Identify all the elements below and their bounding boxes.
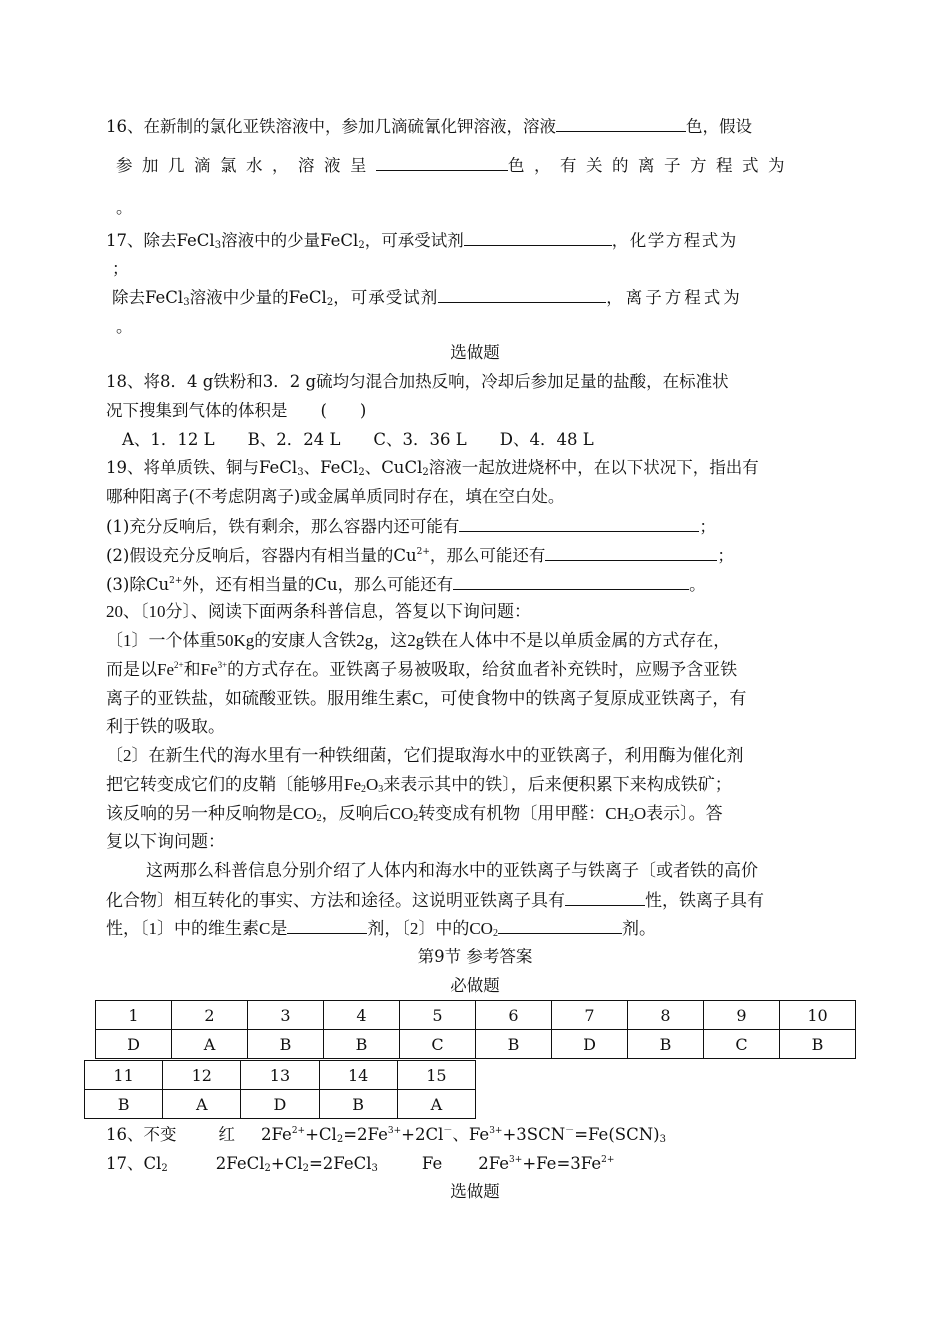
q20-p3-l3c: 剂。: [621, 919, 656, 938]
q16-text-b: 色，假设: [686, 117, 752, 136]
a16-t8: +3SCN: [502, 1125, 566, 1144]
answer-table-2: [84, 1060, 476, 1119]
q16-text-e: 。: [116, 198, 133, 217]
q20-p1-line2: [106, 659, 737, 681]
q20-p3-line1: 这两那么科普信息分别介绍了人体内和海水中的亚铁离子与铁离子〔或者铁的高价: [146, 861, 758, 880]
q19-sub2b: 2: [422, 467, 429, 478]
q18-line2: 况下搜集到气体的体积是 ( ): [106, 401, 367, 420]
q19-p2-text-b: ，那么可能还有: [429, 546, 546, 565]
table-row: [96, 1001, 856, 1030]
table-cell: 15: [397, 1061, 475, 1090]
a16-sup3b: 3+: [489, 1126, 503, 1136]
table-cell: 3: [248, 1001, 324, 1030]
q17-blank-reagent1[interactable]: [464, 229, 612, 246]
q19-p3-text-a: (3)除Cu: [106, 575, 170, 594]
q20-sup2: 2+: [174, 660, 184, 670]
q19-p3-end: 。: [689, 575, 706, 594]
q19-p2-end: ；: [717, 546, 734, 565]
a17-t5: Fe: [421, 1154, 443, 1173]
q20-sub2-co2b: 2: [413, 813, 419, 824]
q16-line1: [106, 115, 752, 138]
table-cell: 6: [476, 1001, 552, 1030]
q17-text-b3: ，可承受试剂: [333, 288, 439, 307]
a16-t1: 16、不变: [106, 1125, 177, 1144]
q16-line3: [116, 197, 133, 219]
q19-p2-sup: 2+: [416, 547, 430, 557]
table-row: [96, 1030, 856, 1059]
table-cell: 13: [241, 1061, 319, 1090]
table-cell: B: [628, 1030, 704, 1059]
a17-sub2b: 2: [264, 1163, 271, 1174]
q20-p1-line4: 利于铁的吸取。: [106, 717, 225, 736]
q20-p3-l3a: 性，〔1〕中的维生素C是: [106, 919, 288, 938]
table-cell: B: [248, 1030, 324, 1059]
q20-sub2-ch2o: 2: [628, 813, 634, 824]
q20-blank-fe2-property[interactable]: [565, 889, 645, 906]
q20-p1-line1: 〔1〕一个体重50Kg的安康人含铁2g，这2g铁在人体中不是以单质金属的方式存在，: [106, 631, 731, 650]
q19-part2: [106, 544, 734, 567]
a17-t6: 2Fe: [478, 1154, 510, 1173]
answer-16: [106, 1124, 666, 1146]
a17-sup2: 2+: [601, 1155, 615, 1165]
q20-sub3-o: 3: [378, 784, 384, 795]
q20-p3-l2b: 性，铁离子具有: [645, 891, 764, 910]
q19-sub2a: 2: [358, 467, 365, 478]
q20-p2-line1: 〔2〕在新生代的海水里有一种铁细菌，它们提取海水中的亚铁离子，利用酶为催化剂: [106, 746, 744, 765]
q20-p3-l2a: 化合物〕相互转化的事实、方法和途径。这说明亚铁离子具有: [106, 891, 565, 910]
a17-sup3: 3+: [509, 1155, 523, 1165]
q16-blank-color2[interactable]: [376, 154, 508, 171]
q17-text-b2: 溶液中少量的FeCl: [189, 288, 327, 307]
q19-p1-end: ；: [699, 517, 716, 536]
q19-text-a4: 溶液一起放进烧杯中，在以下状况下，指出有: [428, 458, 759, 477]
q17-end: 。: [116, 317, 133, 336]
a17-sub2c: 2: [302, 1163, 309, 1174]
q17-text-a3: ，可承受试剂: [364, 231, 464, 250]
table-cell: A: [163, 1090, 241, 1119]
q16-text-d: 色，有关的离子方程式为: [508, 156, 794, 175]
q20-sub2-fe: 2: [361, 784, 366, 795]
a16-t5: =2Fe: [343, 1125, 388, 1144]
table-row: [85, 1090, 476, 1119]
a17-t2: 2FeCl: [215, 1154, 265, 1173]
q20-p2-l2b: O: [366, 775, 379, 794]
q17-text-b4: ，离子方程式为: [606, 288, 743, 307]
table-cell: C: [704, 1030, 780, 1059]
a17-sub2: 2: [161, 1163, 168, 1174]
q20-p3-l3b: 剂，〔2〕中的CO: [367, 919, 493, 938]
table-cell: 4: [324, 1001, 400, 1030]
table-row: [85, 1061, 476, 1090]
answers-optional-title: 选做题: [450, 1182, 500, 1201]
q16-blank-color1[interactable]: [556, 115, 686, 132]
table-cell: 2: [172, 1001, 248, 1030]
q18-options: A、1．12 L B、2．24 L C、3．36 L D、4．48 L: [122, 430, 594, 449]
q17-line3: [112, 286, 743, 309]
q17-sub3: 3: [214, 240, 222, 251]
q19-p3-text-b: 外，还有相当量的Cu，那么可能还有: [182, 575, 454, 594]
a16-sub2: 2: [336, 1134, 344, 1145]
a16-t3: 2Fe: [261, 1125, 292, 1144]
q16-line2: [116, 154, 794, 177]
q20-p2-line2: [106, 774, 732, 796]
q20-p2-line4: 复以下询问题：: [106, 832, 225, 851]
q20-p3-line3: [106, 917, 656, 940]
table-cell: 1: [96, 1001, 172, 1030]
table-cell: B: [324, 1030, 400, 1059]
q20-blank-co2[interactable]: [498, 917, 622, 934]
a16-t7: 、Fe: [452, 1125, 490, 1144]
q19-part1: [106, 515, 716, 538]
q20-sup3: 3+: [217, 660, 228, 670]
q17-line1: [106, 229, 738, 252]
q17-text-a1: 17、除去FeCl: [106, 231, 215, 250]
table-cell: 10: [780, 1001, 856, 1030]
q20-p1-line3: 离子的亚铁盐，如硫酸亚铁。服用维生素C，可使食物中的铁离子复原成亚铁离子，有: [106, 689, 747, 708]
table-cell: B: [319, 1090, 397, 1119]
q19-line1: [106, 457, 759, 479]
q17-line2: [112, 258, 129, 280]
table-cell: 8: [628, 1001, 704, 1030]
q19-blank1[interactable]: [459, 515, 699, 532]
a16-sup2: 2+: [291, 1126, 306, 1136]
a16-supminus: －: [443, 1126, 453, 1136]
table-cell: 12: [163, 1061, 241, 1090]
answer-table-1: [95, 1000, 856, 1059]
q20-p3-line2: [106, 889, 764, 912]
a16-sup3: 3+: [387, 1126, 402, 1136]
q20-p2-l2c: 来表示其中的铁〕，后来便积累下来构成铁矿；: [383, 775, 732, 794]
a16-supminus-b: －: [565, 1126, 575, 1136]
q20-blank-vitc[interactable]: [287, 917, 367, 934]
q17-blank-reagent2[interactable]: [438, 286, 606, 303]
a17-t7: +Fe=3Fe: [522, 1154, 602, 1173]
q16-text-c: 参加几滴氯水，溶液呈: [116, 156, 376, 175]
table-cell: C: [400, 1030, 476, 1059]
q17-sub2: 2: [358, 240, 365, 251]
table-cell: D: [96, 1030, 172, 1059]
q20-p2-l2a: 把它转变成它们的皮鞘〔能够用Fe: [106, 775, 361, 794]
q20-p2-l3a: 该反响的另一种反响物是CO: [106, 804, 317, 823]
answers-title: 第9节 参考答案: [417, 947, 533, 966]
q19-sub3: 3: [297, 467, 304, 478]
q19-p1-text: (1)充分反响后，铁有剩余，那么容器内还可能有: [106, 517, 460, 536]
q16-text-a: 16、在新制的氯化亚铁溶液中，参加几滴硫氰化钾溶液，溶液: [106, 117, 556, 136]
q20-p1-l2c: 的方式存在。亚铁离子易被吸取，给贫血者补充铁时，应赐予含亚铁: [227, 660, 738, 679]
table-cell: D: [241, 1090, 319, 1119]
q20-title: 20、〔10分〕、阅读下面两条科普信息，答复以下询问题：: [106, 602, 531, 621]
q19-part3: [106, 573, 706, 596]
q17-text-b1: 除去FeCl: [112, 288, 184, 307]
table-cell: 14: [319, 1061, 397, 1090]
q17-sub3b: 3: [183, 297, 190, 308]
a17-t3: +Cl: [270, 1154, 303, 1173]
q19-p2-text-a: (2)假设充分反响后，容器内有相当量的Cu: [106, 546, 417, 565]
table-cell: B: [780, 1030, 856, 1059]
a16-t4: +Cl: [305, 1125, 337, 1144]
q20-p2-l3d: O表示〕。答: [633, 804, 723, 823]
q17-text-a2: 溶液中的少量FeCl: [221, 231, 359, 250]
q20-sub2-co2c: 2: [492, 928, 498, 939]
a17-t1: 17、Cl: [106, 1154, 162, 1173]
required-title: 必做题: [450, 976, 500, 995]
q17-sub2b: 2: [326, 297, 334, 308]
q17-text-a4: ，化学方程式为: [611, 231, 738, 250]
a16-t2: 红: [218, 1125, 235, 1144]
q17-semicolon: ；: [112, 259, 129, 278]
q20-p1-l2b: 和Fe: [183, 660, 218, 679]
q19-text-a1: 19、将单质铁、铜与FeCl: [106, 458, 298, 477]
table-cell: 11: [85, 1061, 163, 1090]
q19-text-a2: 、FeCl: [303, 458, 359, 477]
table-cell: 7: [552, 1001, 628, 1030]
a16-sub3: 3: [659, 1134, 666, 1145]
q19-text-a3: 、CuCl: [364, 458, 423, 477]
table-cell: B: [476, 1030, 552, 1059]
q20-sub2-co2a: 2: [316, 813, 322, 824]
answer-17: [106, 1153, 614, 1175]
q20-p2-line3: [106, 803, 723, 825]
a17-sub3: 3: [371, 1163, 378, 1174]
q20-p2-l3c: 转变成有机物〔用甲醛：CH: [418, 804, 629, 823]
table-cell: 5: [400, 1001, 476, 1030]
q18-line1: 18、将8．4 g铁粉和3．2 g硫均匀混合加热反响，冷却后参加足量的盐酸，在标准状: [106, 372, 729, 391]
a17-t4: =2FeCl: [308, 1154, 372, 1173]
table-cell: D: [552, 1030, 628, 1059]
optional-title: 选做题: [450, 343, 500, 362]
table-cell: 9: [704, 1001, 780, 1030]
q20-p1-l2a: 而是以Fe: [106, 660, 174, 679]
a16-t9: =Fe(SCN): [574, 1125, 660, 1144]
table-cell: A: [397, 1090, 475, 1119]
q19-blank2[interactable]: [545, 544, 717, 561]
q17-line4: [116, 316, 133, 338]
q20-p2-l3b: ，反响后CO: [321, 804, 414, 823]
q19-line2: 哪种阳离子(不考虑阴离子)或金属单质同时存在，填在空白处。: [106, 487, 565, 506]
table-cell: B: [85, 1090, 163, 1119]
q19-p3-sup: 2+: [169, 576, 183, 586]
table-cell: A: [172, 1030, 248, 1059]
q19-blank3[interactable]: [453, 573, 689, 590]
a16-t6: +2Cl: [401, 1125, 444, 1144]
